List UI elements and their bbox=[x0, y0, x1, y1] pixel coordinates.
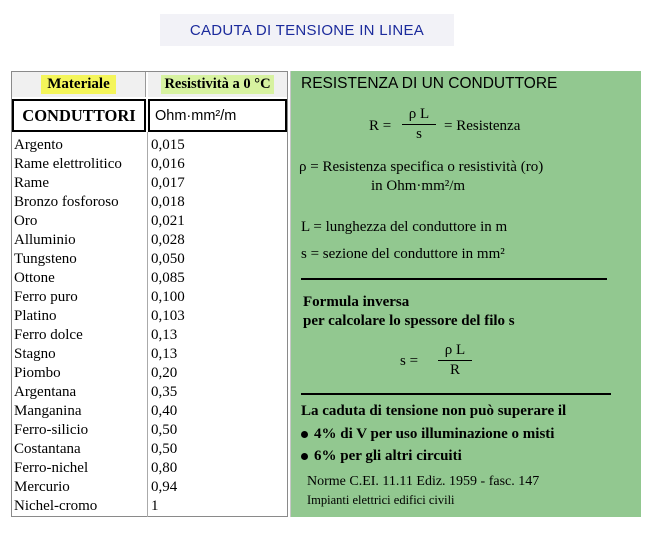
table-row bbox=[14, 193, 286, 212]
resistivity-value: 0,085 bbox=[151, 270, 185, 286]
material-name: Platino bbox=[14, 308, 57, 324]
resistivity-value: 0,13 bbox=[151, 346, 178, 362]
formula1-numerator: ρ L bbox=[408, 106, 430, 122]
resistivity-value: 0,028 bbox=[151, 232, 185, 248]
page-title: CADUTA DI TENSIONE IN LINEA bbox=[160, 14, 454, 46]
material-name: Ferro-silicio bbox=[14, 422, 89, 438]
material-name: Ferro puro bbox=[14, 289, 78, 305]
resistivity-value: 0,50 bbox=[151, 441, 178, 457]
resistivity-value: 0,80 bbox=[151, 460, 178, 476]
length-definition: L = lunghezza del conduttore in m bbox=[301, 219, 508, 235]
material-name: Nichel-cromo bbox=[14, 498, 98, 514]
table-row bbox=[14, 288, 286, 307]
material-name: Stagno bbox=[14, 346, 56, 362]
material-name: Manganina bbox=[14, 403, 82, 419]
resistivity-value: 0,103 bbox=[151, 308, 185, 324]
formula-panel bbox=[290, 71, 641, 517]
table-row bbox=[14, 459, 286, 478]
material-name: Tungsteno bbox=[14, 251, 77, 267]
resistivity-value: 0,017 bbox=[151, 175, 185, 191]
header-material: Materiale bbox=[41, 75, 115, 94]
material-name: Ottone bbox=[14, 270, 55, 286]
resistivity-value: 0,016 bbox=[151, 156, 185, 172]
resistivity-value: 0,021 bbox=[151, 213, 185, 229]
material-name: Argento bbox=[14, 137, 63, 153]
divider bbox=[301, 278, 607, 280]
inverse-formula-desc: per calcolare lo spessore del filo s bbox=[303, 313, 515, 329]
material-name: Mercurio bbox=[14, 479, 70, 495]
material-name: Oro bbox=[14, 213, 38, 229]
fraction-bar bbox=[402, 124, 436, 125]
bullet-text: 6% per gli altri circuiti bbox=[314, 448, 462, 464]
table-row bbox=[14, 231, 286, 250]
table-row bbox=[14, 440, 286, 459]
table-row bbox=[14, 345, 286, 364]
formula2-fraction bbox=[438, 342, 472, 379]
material-name: Alluminio bbox=[14, 232, 76, 248]
table-body bbox=[14, 136, 286, 516]
material-name: Ferro dolce bbox=[14, 327, 83, 343]
material-name: Rame elettrolitico bbox=[14, 156, 122, 172]
divider bbox=[301, 393, 611, 395]
panel-heading: RESISTENZA DI UN CONDUTTORE bbox=[301, 75, 558, 92]
section-definition: s = sezione del conduttore in mm² bbox=[301, 246, 505, 262]
table-row bbox=[14, 136, 286, 155]
formula2-lhs: s = bbox=[400, 353, 419, 369]
material-name: Bronzo fosforoso bbox=[14, 194, 119, 210]
material-name: Rame bbox=[14, 175, 49, 191]
fraction-bar bbox=[438, 360, 472, 361]
formula1-denominator: s bbox=[416, 126, 422, 142]
header-resistivity: Resistività a 0 °C bbox=[161, 75, 273, 94]
formula2-denominator: R bbox=[449, 362, 460, 378]
bullet-item bbox=[301, 448, 462, 465]
table-row bbox=[14, 307, 286, 326]
resistivity-value: 0,018 bbox=[151, 194, 185, 210]
header-resistivity-cell bbox=[148, 72, 287, 97]
voltage-drop-limit: La caduta di tensione non può superare il bbox=[301, 403, 567, 419]
material-name: Ferro-nichel bbox=[14, 460, 89, 476]
resistivity-value: 0,50 bbox=[151, 422, 178, 438]
table-row bbox=[14, 383, 286, 402]
header-material-cell bbox=[12, 72, 146, 97]
table-row bbox=[14, 497, 286, 516]
resistivity-value: 0,20 bbox=[151, 365, 178, 381]
formula1-lhs: R = bbox=[369, 118, 392, 134]
bullet-text: 4% di V per uso illuminazione o misti bbox=[314, 426, 555, 442]
resistivity-value: 0,015 bbox=[151, 137, 185, 153]
inverse-formula-title: Formula inversa bbox=[303, 294, 410, 310]
rho-unit: in Ohm·mm²/m bbox=[371, 178, 466, 194]
subheader-conductors: CONDUTTORI bbox=[12, 99, 146, 132]
material-name: Costantana bbox=[14, 441, 81, 457]
subheader-unit: Ohm·mm²/m bbox=[148, 99, 287, 132]
bullet-icon bbox=[301, 453, 308, 460]
rho-definition: ρ = Resistenza specifica o resistività (ro) bbox=[299, 159, 544, 175]
table-row bbox=[14, 269, 286, 288]
resistivity-value: 0,13 bbox=[151, 327, 178, 343]
table-row bbox=[14, 402, 286, 421]
resistivity-value: 1 bbox=[151, 498, 159, 514]
resistivity-value: 0,35 bbox=[151, 384, 178, 400]
table-row bbox=[14, 326, 286, 345]
resistivity-value: 0,40 bbox=[151, 403, 178, 419]
norm-reference: Norme C.EI. 11.11 Ediz. 1959 - fasc. 147 bbox=[307, 474, 540, 489]
table-row bbox=[14, 155, 286, 174]
bullet-icon bbox=[301, 431, 308, 438]
material-name: Piombo bbox=[14, 365, 61, 381]
material-name: Argentana bbox=[14, 384, 77, 400]
resistivity-value: 0,100 bbox=[151, 289, 185, 305]
table-row bbox=[14, 364, 286, 383]
norm-subtitle: Impianti elettrici edifici civili bbox=[307, 493, 455, 507]
table-row bbox=[14, 250, 286, 269]
table-row bbox=[14, 174, 286, 193]
resistivity-value: 0,94 bbox=[151, 479, 178, 495]
table-row bbox=[14, 212, 286, 231]
table-row bbox=[14, 478, 286, 497]
bullet-item bbox=[301, 426, 554, 443]
resistivity-value: 0,050 bbox=[151, 251, 185, 267]
table-row bbox=[14, 421, 286, 440]
formula1-rhs: = Resistenza bbox=[444, 118, 521, 134]
formula2-numerator: ρ L bbox=[444, 342, 466, 358]
formula1-fraction bbox=[402, 106, 436, 143]
